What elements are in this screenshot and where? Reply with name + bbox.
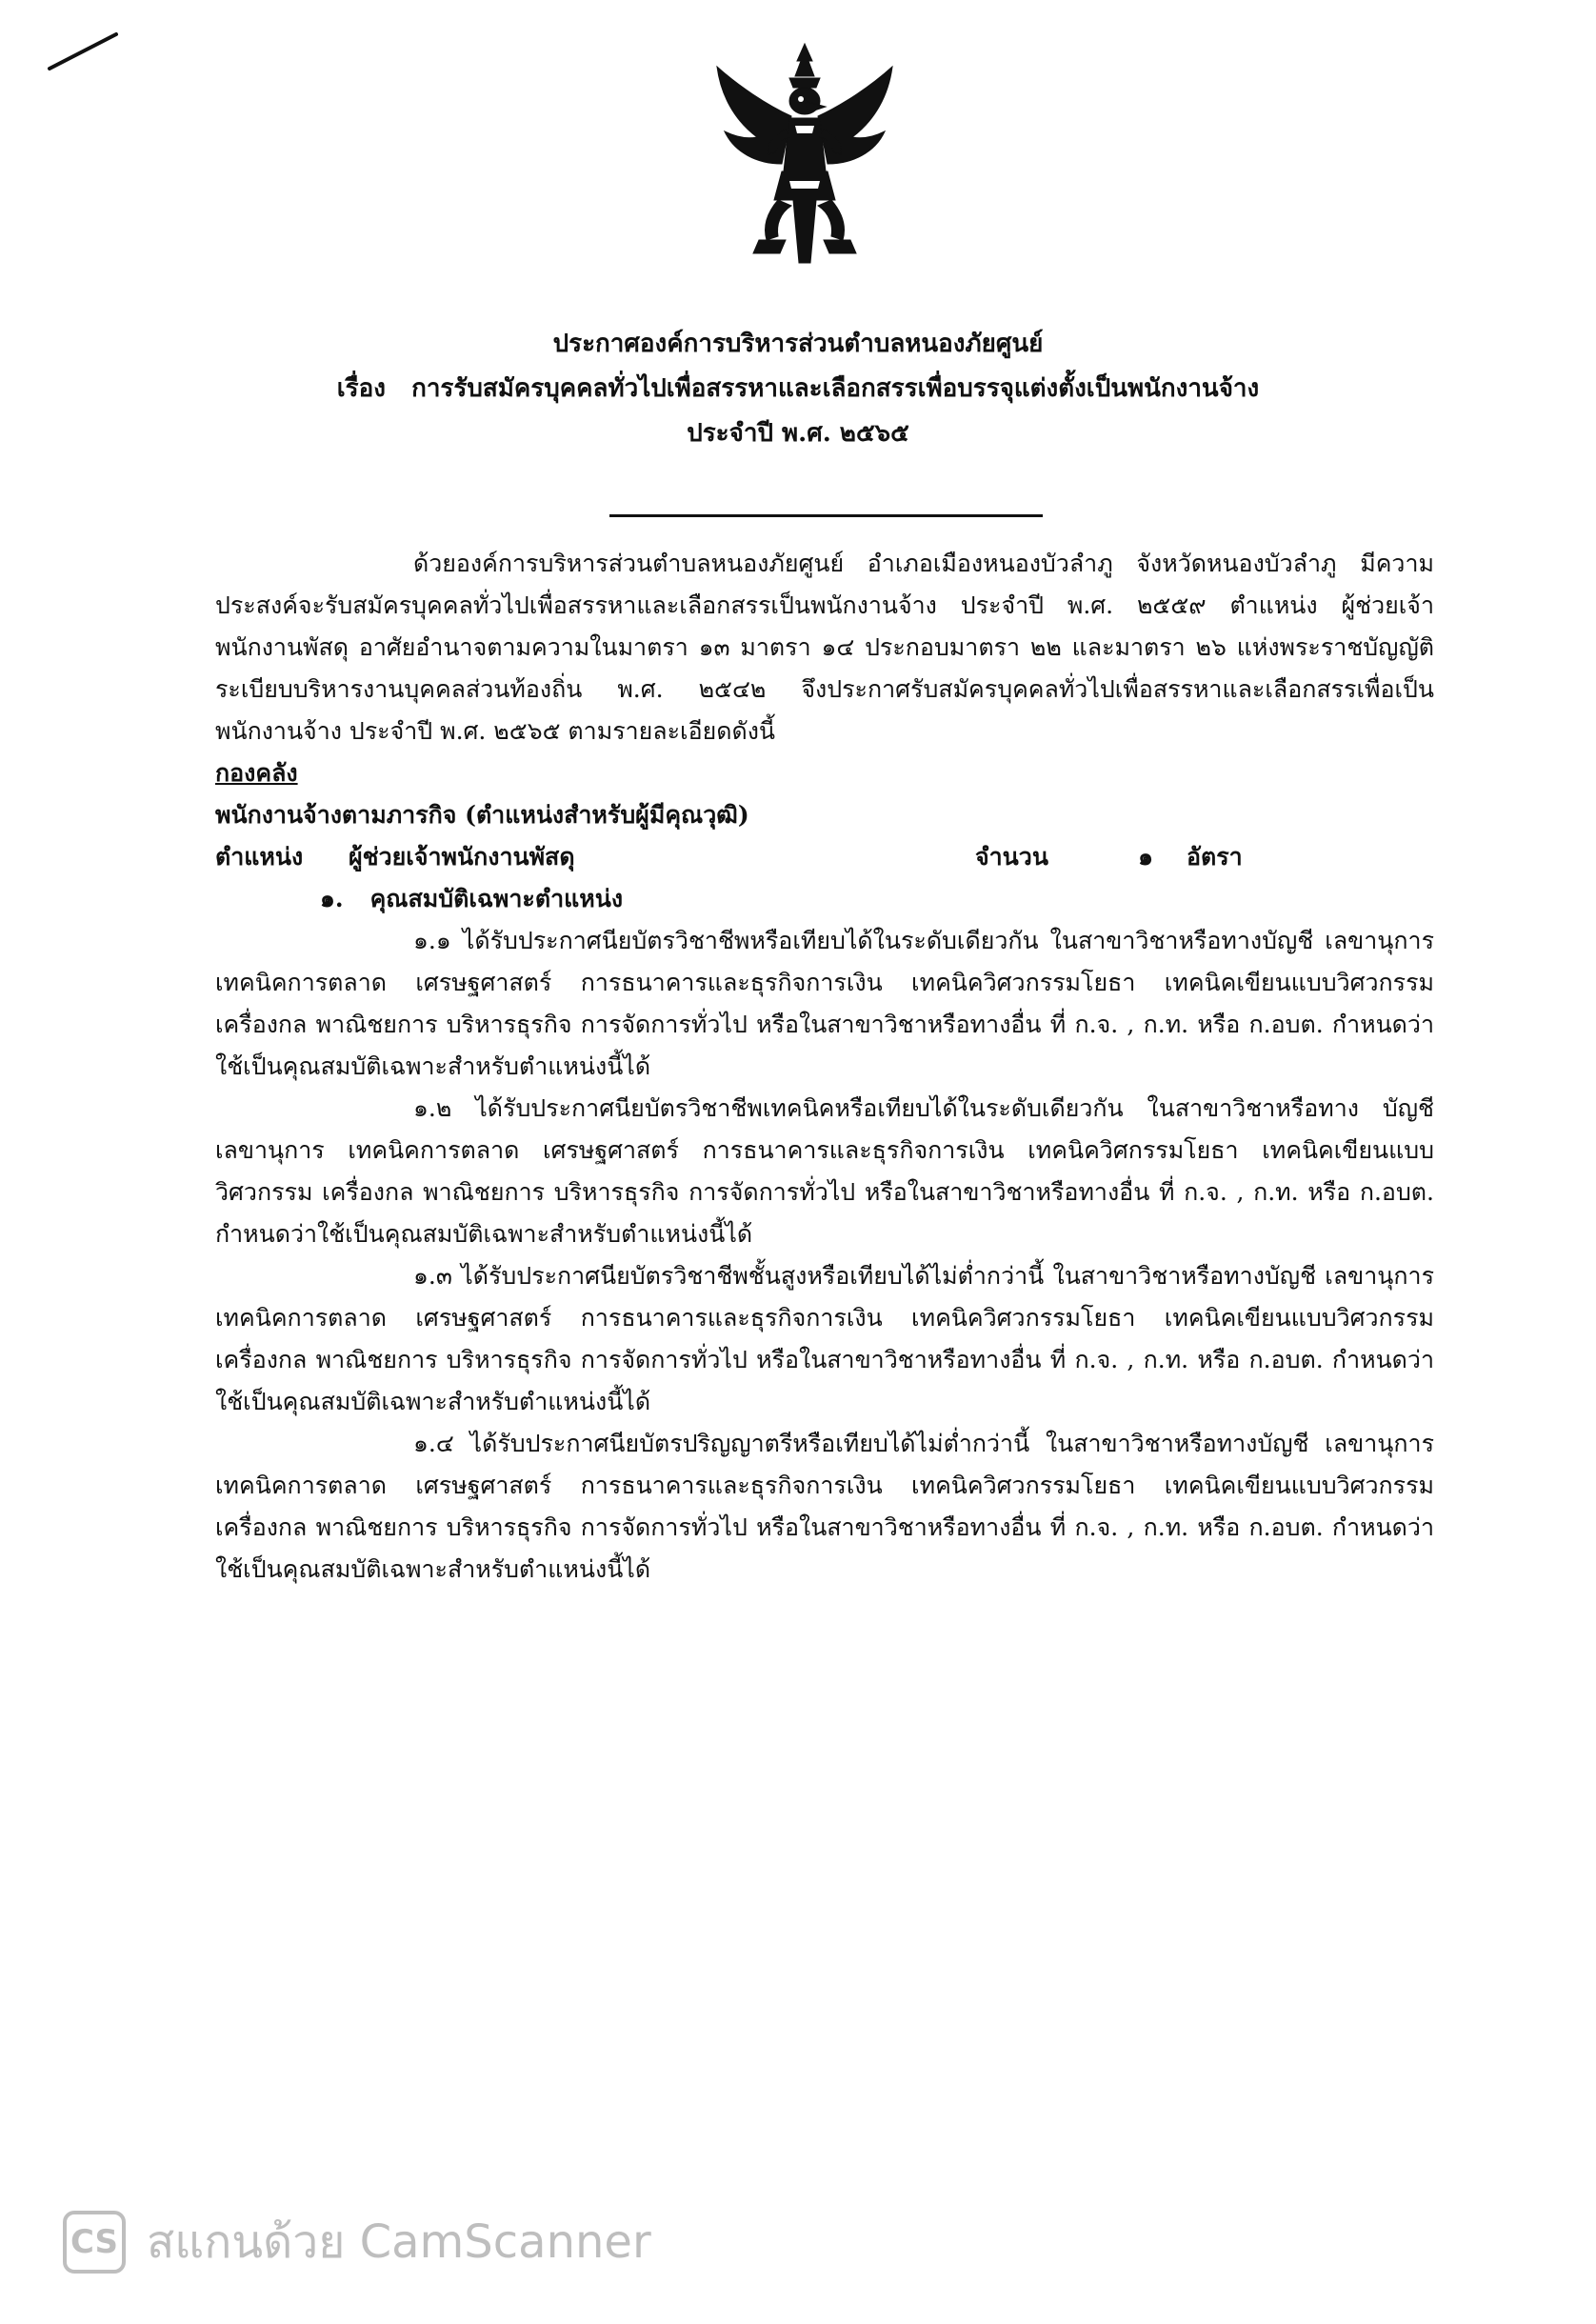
announcement-title: ประกาศองค์การบริหารส่วนตำบลหนองภัยศูนย์	[552, 330, 1044, 358]
camscanner-text: สแกนด้วย CamScanner	[147, 2215, 651, 2269]
position-unit: อัตรา	[1187, 843, 1243, 871]
announcement-subject	[0, 367, 1596, 411]
subject-label: เรื่อง	[336, 374, 386, 403]
position-name: ผู้ช่วยเจ้าพนักงานพัสดุ	[349, 843, 575, 871]
garuda-emblem-icon	[709, 38, 900, 267]
qualification-item: ๑.๔ ได้รับประกาศนียบัตรปริญญาตรีหรือเทียบได้ไม่ต่ำกว่านี้ ในสาขาวิชาหรือทางบัญชี เลขานุการ เทคนิคการตลาด เศรษฐศาสตร์ การธนาคารและธุรกิจการเงิน เทคนิควิศวกรรมโยธา เทคนิคเขียนแบบวิศวกรรม เครื่องกล พาณิชยการ บริหารธุรกิจ การจัดการทั่วไป หรือในสาขาวิชาหรือทางอื่น ที่ ก.จ. , ก.ท. หรือ ก.อบต. กำหนดว่าใช้เป็นคุณสมบัติเฉพาะสำหรับตำแหน่งนี้ได้	[215, 1430, 1434, 1583]
intro-paragraph: ด้วยองค์การบริหารส่วนตำบลหนองภัยศูนย์ อำเภอเมืองหนองบัวลำภู จังหวัดหนองบัวลำภู มีความประสงค์จะรับสมัครบุคคลทั่วไปเพื่อสรรหาและเลือกสรรเป็นพนักงานจ้าง ประจำปี พ.ศ. ๒๕๕๙ ตำแหน่ง ผู้ช่วยเจ้าพนักงานพัสดุ อาศัยอำนาจตามความในมาตรา ๑๓ มาตรา ๑๔ ประกอบมาตรา ๒๒ และมาตรา ๒๖ แห่งพระราชบัญญัติระเบียบบริหารงานบุคคลส่วนท้องถิ่น พ.ศ. ๒๕๔๒ จึงประกาศรับสมัครบุคคลทั่วไปเพื่อสรรหาและเลือกสรรเพื่อเป็นพนักงานจ้าง ประจำปี พ.ศ. ๒๕๖๕ ตามรายละเอียดดังนี้	[215, 550, 1434, 745]
camscanner-watermark	[63, 2206, 651, 2278]
department-heading: กองคลัง	[215, 759, 298, 787]
position-count-label: จำนวน	[975, 843, 1048, 871]
announcement-year: ประจำปี พ.ศ. ๒๕๖๕	[687, 419, 909, 448]
employment-type: พนักงานจ้างตามภารกิจ (ตำแหน่งสำหรับผู้มีคุณวุฒิ)	[215, 801, 749, 829]
qualification-item: ๑.๑ ได้รับประกาศนียบัตรวิชาชีพหรือเทียบได้ในระดับเดียวกัน ในสาขาวิชาหรือทางบัญชี เลขานุการ เทคนิคการตลาด เศรษฐศาสตร์ การธนาคารและธุรกิจการเงิน เทคนิควิศวกรรมโยธา เทคนิคเขียนแบบวิศวกรรมเครื่องกล พาณิชยการ บริหารธุรกิจ การจัดการทั่วไป หรือในสาขาวิชาหรือทางอื่น ที่ ก.จ. , ก.ท. หรือ ก.อบต. กำหนดว่าใช้เป็นคุณสมบัติเฉพาะสำหรับตำแหน่งนี้ได้	[215, 927, 1434, 1080]
position-label: ตำแหน่ง	[215, 843, 304, 871]
position-count: ๑	[1138, 843, 1153, 871]
subject-text: การรับสมัครบุคคลทั่วไปเพื่อสรรหาและเลือกสรรเพื่อบรรจุแต่งตั้งเป็นพนักงานจ้าง	[411, 374, 1260, 403]
qualification-item: ๑.๓ ได้รับประกาศนียบัตรวิชาชีพชั้นสูงหรือเทียบได้ไม่ต่ำกว่านี้ ในสาขาวิชาหรือทางบัญชี เลขานุการ เทคนิคการตลาด เศรษฐศาสตร์ การธนาคารและธุรกิจการเงิน เทคนิควิศวกรรมโยธา เทคนิคเขียนแบบวิศวกรรม เครื่องกล พาณิชยการ บริหารธุรกิจ การจัดการทั่วไป หรือในสาขาวิชาหรือทางอื่น ที่ ก.จ. , ก.ท. หรือ ก.อบต. กำหนดว่าใช้เป็นคุณสมบัติเฉพาะสำหรับตำแหน่งนี้ได้	[215, 1262, 1434, 1415]
pen-stroke-mark	[46, 29, 122, 76]
qualification-item: ๑.๒ ได้รับประกาศนียบัตรวิชาชีพเทคนิคหรือเทียบได้ในระดับเดียวกัน ในสาขาวิชาหรือทาง บัญชี เลขานุการ เทคนิคการตลาด เศรษฐศาสตร์ การธนาคารและธุรกิจการเงิน เทคนิควิศกรรมโยธา เทคนิคเขียนแบบวิศวกรรม เครื่องกล พาณิชยการ บริหารธุรกิจ การจัดการทั่วไป หรือในสาขาวิชาหรือทางอื่น ที่ ก.จ. , ก.ท. หรือ ก.อบต. กำหนดว่าใช้เป็นคุณสมบัติเฉพาะสำหรับตำแหน่งนี้ได้	[215, 1094, 1434, 1248]
header-divider	[609, 514, 1043, 517]
section-number: ๑.	[320, 885, 344, 912]
document-body	[215, 543, 1434, 1591]
section-heading	[215, 878, 1434, 920]
section-title: คุณสมบัติเฉพาะตำแหน่ง	[369, 885, 624, 912]
position-row	[215, 836, 1434, 878]
camscanner-logo-icon: CS	[63, 2211, 126, 2274]
document-header	[0, 322, 1596, 456]
